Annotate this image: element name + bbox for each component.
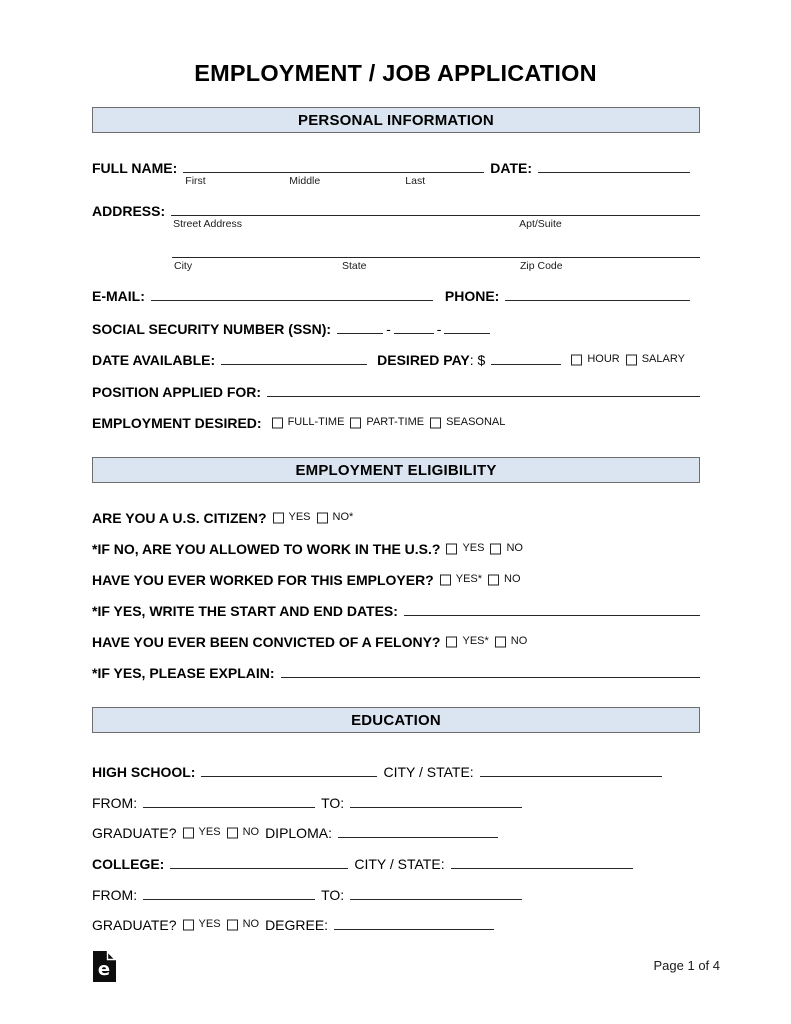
- col-degree-field[interactable]: [334, 916, 494, 930]
- checkbox-allowed-yes[interactable]: [446, 544, 457, 555]
- hs-diploma-label: DIPLOMA:: [265, 825, 332, 841]
- pay-option-salary: [626, 351, 685, 368]
- col-city-state-label: CITY / STATE:: [354, 856, 445, 872]
- pay-option-hour: [571, 351, 619, 368]
- logo-letter: e: [97, 959, 111, 980]
- checkbox-col-grad-no[interactable]: [227, 920, 238, 931]
- checkbox-hs-grad-no[interactable]: [227, 828, 238, 839]
- col-grad-no-label: NO: [242, 918, 260, 930]
- full-name-label: FULL NAME:: [92, 160, 178, 176]
- part-time-option-label: PART-TIME: [366, 416, 425, 428]
- section-header-label: EMPLOYMENT ELIGIBILITY: [295, 461, 497, 479]
- phone-field[interactable]: [505, 287, 690, 301]
- col-degree-label: DEGREE:: [265, 917, 329, 933]
- sub-label-street-address: Street Address: [173, 218, 242, 230]
- felony-yes-label: YES*: [462, 635, 489, 647]
- checkbox-citizen-no[interactable]: [317, 513, 328, 524]
- hs-grad-option-yes: [183, 824, 221, 841]
- full-time-option-label: FULL-TIME: [287, 416, 345, 428]
- checkbox-felony-yes[interactable]: [446, 637, 457, 648]
- hs-to-label: TO:: [321, 795, 345, 811]
- hs-from-field[interactable]: [143, 794, 315, 808]
- section-header-label: PERSONAL INFORMATION: [298, 111, 494, 129]
- col-grad-option-no: [227, 916, 260, 933]
- date-label: DATE:: [490, 160, 532, 176]
- sub-label-middle: Middle: [289, 175, 321, 187]
- col-city-state-field[interactable]: [451, 855, 633, 869]
- citizen-yes-label: YES: [288, 511, 311, 523]
- worked-no-label: NO: [504, 573, 521, 585]
- checkbox-worked-yes[interactable]: [440, 575, 451, 586]
- felony-explain-row: [92, 664, 700, 682]
- ssn-field-2[interactable]: [394, 320, 434, 334]
- ssn-row: [92, 320, 700, 338]
- ssn-label: SOCIAL SECURITY NUMBER (SSN):: [92, 321, 332, 337]
- ssn-fields: [337, 320, 490, 338]
- full-name-field[interactable]: [183, 159, 484, 187]
- desired-pay-suffix: : $: [469, 352, 486, 368]
- sub-label-city: City: [174, 260, 193, 272]
- col-to-label: TO:: [321, 887, 345, 903]
- hs-grad-no-label: NO: [242, 826, 260, 838]
- full-name-row: [92, 159, 700, 187]
- citizen-option-no: [317, 509, 354, 526]
- sub-label-state: State: [342, 260, 367, 272]
- high-school-field[interactable]: [201, 763, 377, 777]
- section-header-employment-eligibility: [92, 457, 700, 483]
- page-number: Page 1 of 4: [653, 958, 720, 973]
- checkbox-full-time[interactable]: [272, 418, 283, 429]
- college-dates-row: [92, 886, 700, 904]
- hs-city-state-label: CITY / STATE:: [383, 764, 474, 780]
- col-from-field[interactable]: [143, 886, 315, 900]
- section-header-personal-information: [92, 107, 700, 133]
- start-end-dates-row: [92, 602, 700, 620]
- high-school-label: HIGH SCHOOL:: [92, 764, 196, 780]
- col-to-field[interactable]: [350, 886, 522, 900]
- desired-pay-label: DESIRED PAY: [377, 352, 470, 368]
- sub-label-last: Last: [405, 175, 426, 187]
- email-label: E-MAIL:: [92, 288, 145, 304]
- address-label: ADDRESS:: [92, 203, 166, 219]
- start-end-dates-field[interactable]: [404, 602, 700, 616]
- citizen-question-label: ARE YOU A U.S. CITIZEN?: [92, 510, 267, 526]
- checkbox-hs-grad-yes[interactable]: [183, 828, 194, 839]
- hs-grad-option-no: [227, 824, 260, 841]
- sub-label-apt-suite: Apt/Suite: [519, 218, 562, 230]
- ssn-field-3[interactable]: [444, 320, 490, 334]
- sub-label-first: First: [185, 175, 206, 187]
- allowed-no-label: NO: [506, 542, 523, 554]
- checkbox-allowed-no[interactable]: [490, 544, 501, 555]
- hour-option-label: HOUR: [587, 353, 620, 365]
- seasonal-option-label: SEASONAL: [446, 416, 506, 428]
- hs-dates-row: [92, 794, 700, 812]
- checkbox-salary[interactable]: [626, 355, 637, 366]
- street-address-field[interactable]: [171, 202, 700, 230]
- college-graduate-row: [92, 916, 700, 934]
- worked-option-no: [488, 571, 521, 588]
- eforms-logo: [93, 951, 116, 987]
- allowed-question-label: *IF NO, ARE YOU ALLOWED TO WORK IN THE U.S.?: [92, 541, 441, 557]
- col-from-label: FROM:: [92, 887, 138, 903]
- hs-graduate-row: [92, 824, 700, 842]
- ssn-dash-2: -: [436, 321, 442, 337]
- ssn-field-1[interactable]: [337, 320, 383, 334]
- hs-graduate-label: GRADUATE?: [92, 825, 177, 841]
- address-row-2: [92, 244, 700, 272]
- col-graduate-label: GRADUATE?: [92, 917, 177, 933]
- employment-desired-label: EMPLOYMENT DESIRED:: [92, 415, 262, 431]
- desired-pay-field[interactable]: [491, 351, 561, 365]
- salary-option-label: SALARY: [641, 353, 685, 365]
- felony-question-row: [92, 633, 700, 651]
- option-seasonal: [430, 414, 505, 431]
- checkbox-col-grad-yes[interactable]: [183, 920, 194, 931]
- college-row: [92, 855, 700, 873]
- citizen-question-row: [92, 509, 700, 527]
- hs-from-label: FROM:: [92, 795, 138, 811]
- date-field[interactable]: [538, 159, 690, 173]
- date-available-field[interactable]: [221, 351, 367, 365]
- employment-desired-row: [92, 414, 700, 432]
- checkbox-seasonal[interactable]: [430, 418, 441, 429]
- ssn-dash-1: -: [386, 321, 391, 337]
- hs-to-field[interactable]: [350, 794, 522, 808]
- checkbox-part-time[interactable]: [350, 418, 361, 429]
- citizen-no-label: NO*: [332, 511, 354, 523]
- page-title: EMPLOYMENT / JOB APPLICATION: [194, 60, 597, 86]
- position-applied-field[interactable]: [267, 383, 700, 397]
- section-header-education: [92, 707, 700, 733]
- date-available-label: DATE AVAILABLE:: [92, 352, 216, 368]
- start-end-dates-label: *IF YES, WRITE THE START AND END DATES:: [92, 603, 398, 619]
- worked-question-label: HAVE YOU EVER WORKED FOR THIS EMPLOYER?: [92, 572, 434, 588]
- email-field[interactable]: [151, 287, 433, 301]
- hs-city-state-field[interactable]: [480, 763, 662, 777]
- col-grad-option-yes: [183, 916, 221, 933]
- position-row: [92, 383, 700, 401]
- city-state-zip-field[interactable]: [172, 244, 700, 272]
- worked-option-yes: [440, 571, 482, 588]
- option-full-time: [272, 414, 345, 431]
- worked-yes-label: YES*: [455, 573, 483, 585]
- felony-option-no: [495, 633, 528, 650]
- felony-no-label: NO: [510, 635, 528, 647]
- checkbox-citizen-yes[interactable]: [273, 513, 284, 524]
- felony-explain-field[interactable]: [281, 664, 700, 678]
- section-header-label: EDUCATION: [351, 711, 441, 729]
- allowed-option-no: [490, 540, 523, 557]
- phone-label: PHONE:: [444, 288, 500, 304]
- college-label: COLLEGE:: [92, 856, 165, 872]
- felony-explain-label: *IF YES, PLEASE EXPLAIN:: [92, 665, 275, 681]
- checkbox-hour[interactable]: [571, 355, 582, 366]
- college-field[interactable]: [170, 855, 348, 869]
- sub-label-zip-code: Zip Code: [520, 260, 563, 272]
- eforms-logo-icon: [93, 951, 116, 982]
- hs-diploma-field[interactable]: [338, 824, 498, 838]
- worked-before-row: [92, 571, 700, 589]
- email-phone-row: [92, 287, 700, 305]
- col-grad-yes-label: YES: [198, 918, 221, 930]
- option-part-time: [350, 414, 424, 431]
- position-applied-label: POSITION APPLIED FOR:: [92, 384, 262, 400]
- address-row: [92, 202, 700, 230]
- felony-question-label: HAVE YOU EVER BEEN CONVICTED OF A FELONY?: [92, 634, 441, 650]
- felony-option-yes: [446, 633, 488, 650]
- high-school-row: [92, 763, 700, 781]
- date-available-pay-row: [92, 351, 700, 369]
- checkbox-felony-no[interactable]: [495, 637, 506, 648]
- checkbox-worked-no[interactable]: [488, 575, 499, 586]
- allowed-to-work-row: [92, 540, 700, 558]
- allowed-yes-label: YES: [462, 542, 485, 554]
- citizen-option-yes: [273, 509, 311, 526]
- allowed-option-yes: [446, 540, 484, 557]
- hs-grad-yes-label: YES: [198, 826, 221, 838]
